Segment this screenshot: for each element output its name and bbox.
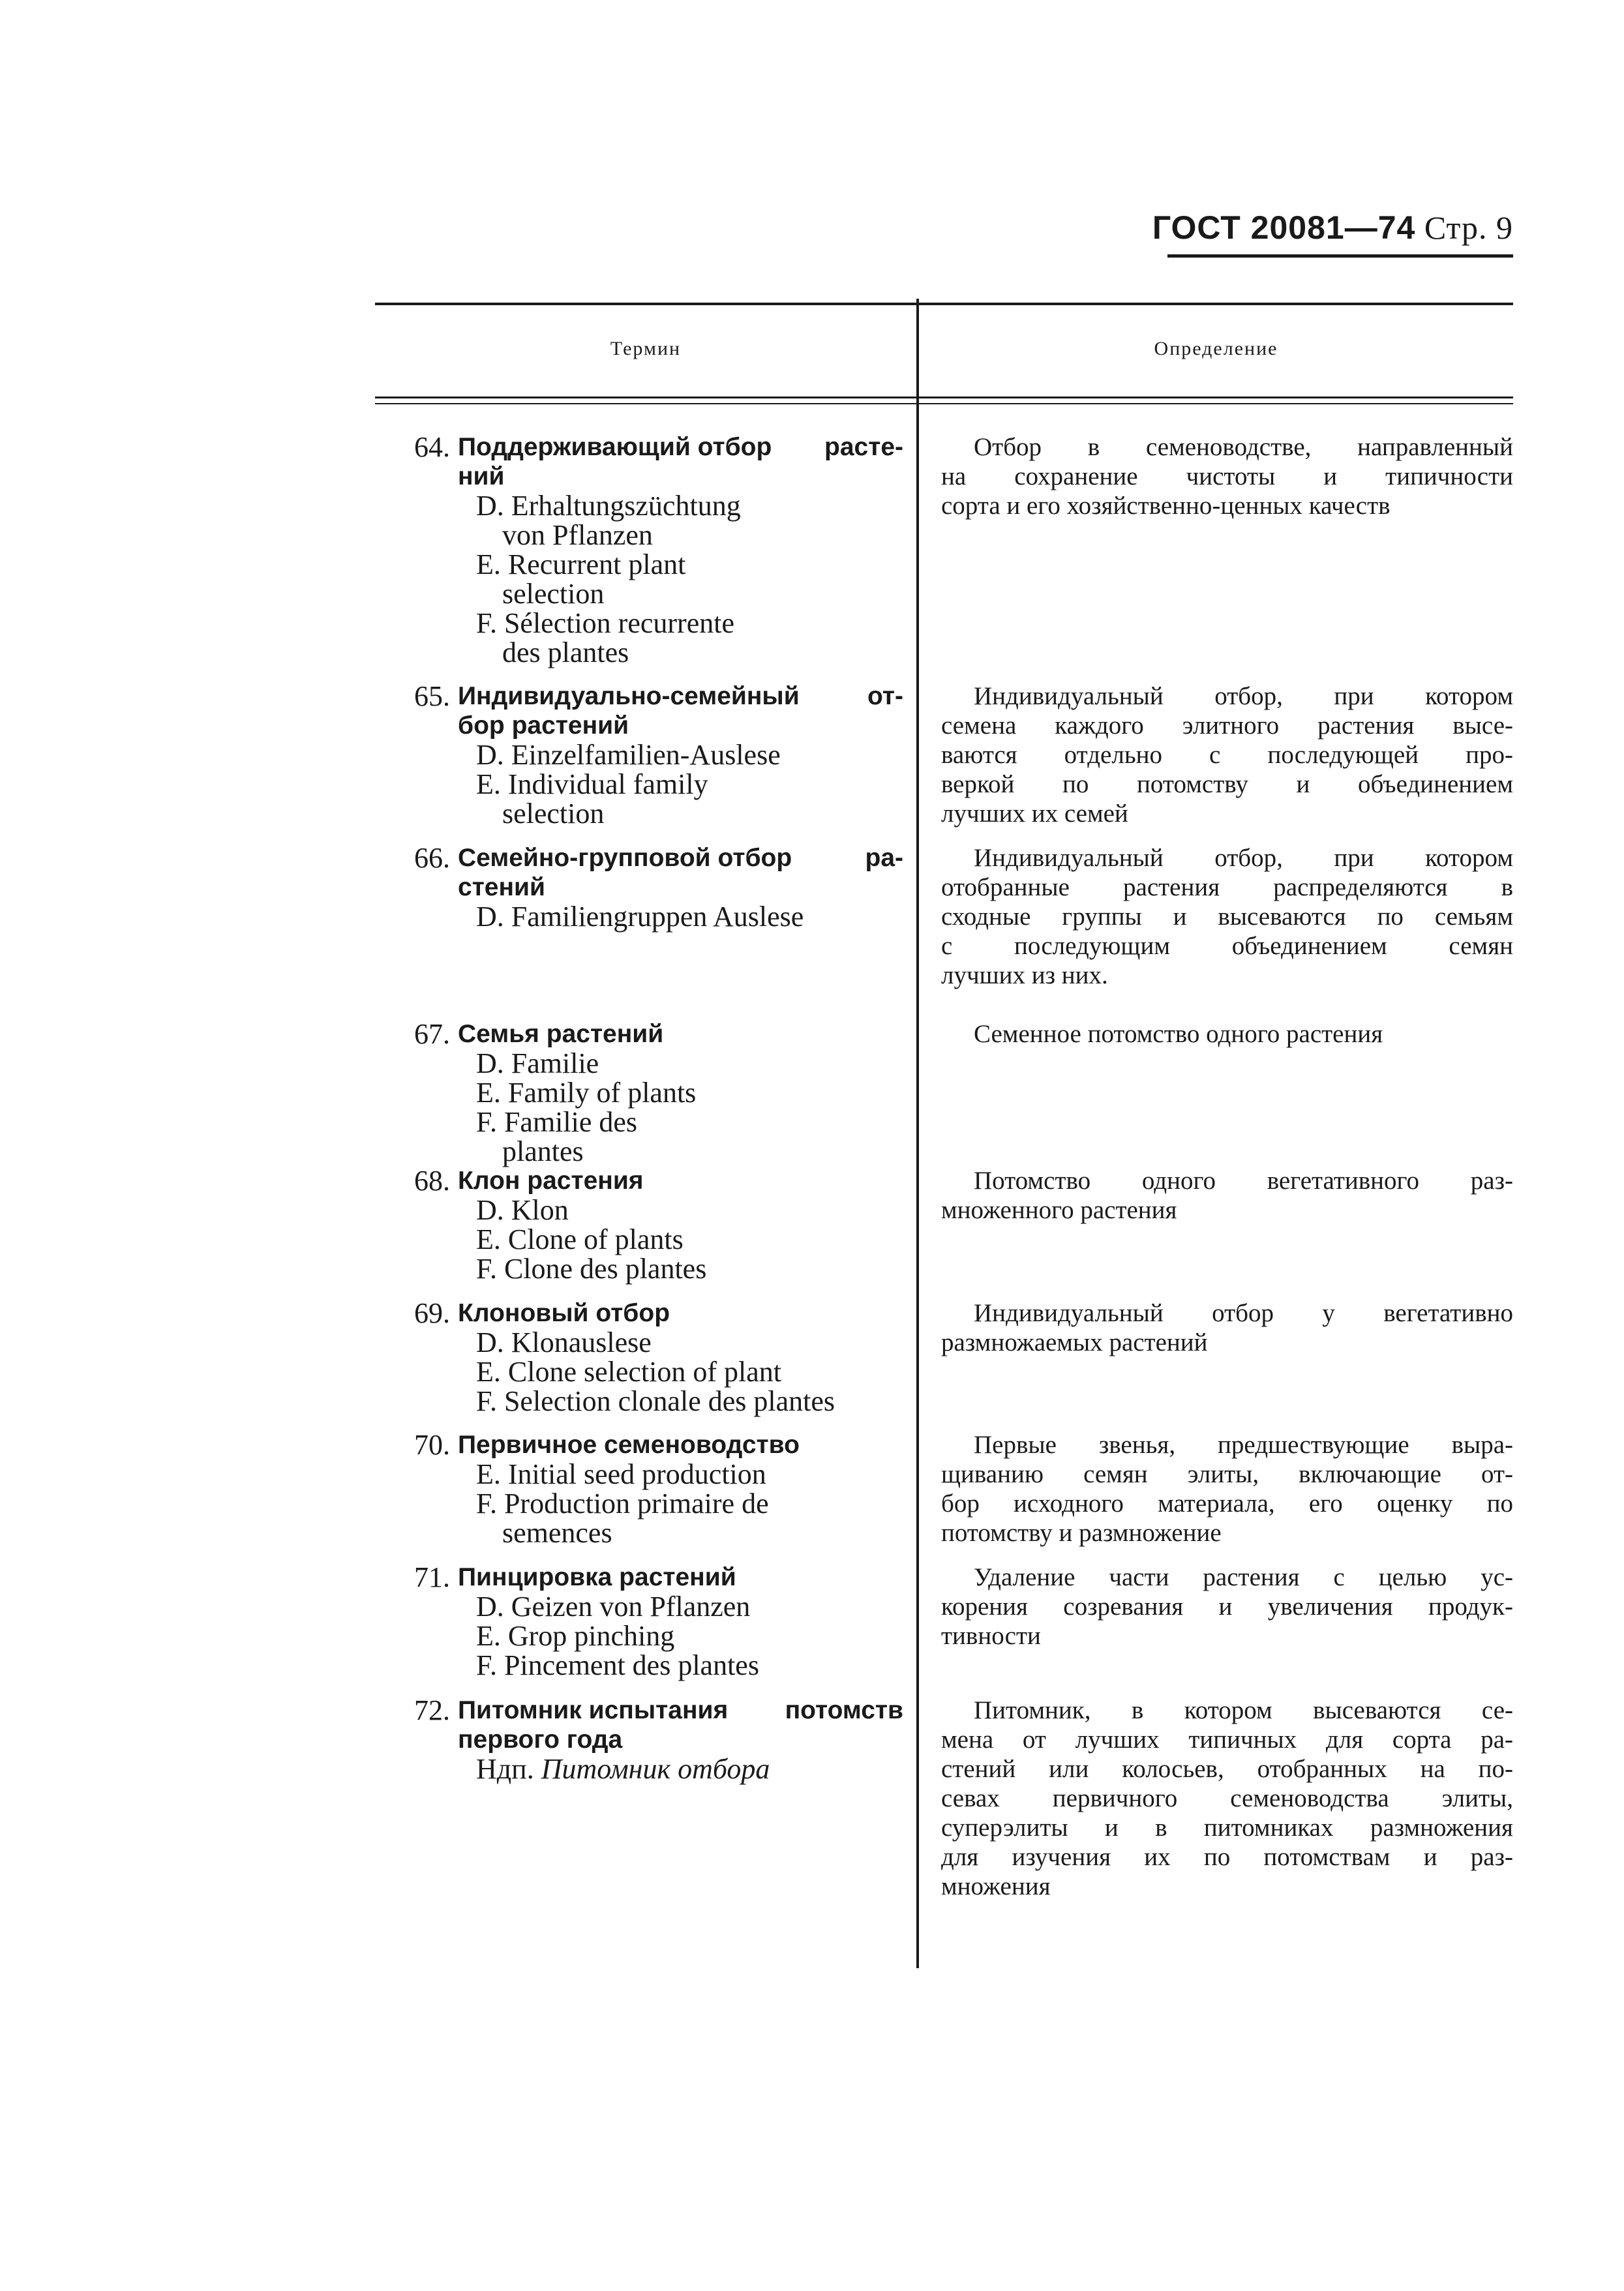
term-title-part: Индивидуально-семейный — [458, 682, 800, 710]
foreign-term-en: E. Family of plants — [476, 1077, 697, 1109]
term-title-part: Семейно-групповой отбор — [458, 844, 792, 872]
terms-table — [375, 299, 1513, 1968]
term-title-part: Питомник испытания — [458, 1696, 729, 1724]
definition-line: Потомство одного вегетативного раз- — [974, 1167, 1513, 1195]
foreign-term-de: D. Familiengruppen Auslese — [476, 901, 804, 933]
definition-cell — [941, 1298, 1513, 1357]
term-cell — [398, 1019, 903, 1166]
definition-line: лучших из них. — [941, 961, 1108, 989]
definition-line: Индивидуальный отбор, при котором — [974, 844, 1513, 872]
not-recommended-term — [398, 1754, 903, 1784]
foreign-term-de: D. Geizen von Pflanzen — [476, 1591, 751, 1623]
foreign-term-de: D. Erhaltungszüchtung — [476, 490, 741, 522]
term-title — [450, 1019, 903, 1049]
definition-line: Отбор в семеноводстве, направленный — [974, 433, 1513, 461]
term-cell — [398, 1430, 903, 1548]
term-title — [450, 1166, 903, 1195]
definition-line: отобранные растения распределяются в — [941, 873, 1513, 901]
foreign-term-en: E. Clone selection of plant — [476, 1356, 781, 1388]
definition-line: семена каждого элитного растения высе- — [941, 711, 1513, 740]
foreign-term-fr: F. Selection clonale des plantes — [476, 1385, 835, 1417]
definition-line: на сохранение чистоты и типичности — [941, 462, 1513, 490]
page-header — [1152, 209, 1513, 261]
term-title — [450, 843, 903, 873]
term-title — [450, 681, 903, 711]
term-title-part: от- — [867, 682, 903, 710]
entry-number: 71. — [414, 1561, 450, 1593]
term-title-part: расте- — [824, 433, 903, 461]
definition-line: размножаемых растений — [941, 1328, 1208, 1356]
term-title-continuation: ний — [458, 462, 505, 490]
term-title — [450, 1696, 903, 1725]
term-cell — [398, 1166, 903, 1283]
entry-number: 65. — [414, 680, 450, 712]
term-cell — [398, 1298, 903, 1416]
foreign-term-en: E. Individual family — [476, 768, 708, 800]
term-cell — [398, 1563, 903, 1680]
foreign-term-en: E. Clone of plants — [476, 1223, 684, 1255]
foreign-term-de: D. Einzelfamilien-Auslese — [476, 739, 781, 771]
term-cell — [398, 1696, 903, 1784]
definition-cell — [941, 1563, 1513, 1651]
definition-line: бор исходного материала, его оценку по — [941, 1490, 1513, 1518]
term-cell — [398, 843, 903, 931]
ndp-label: Ндп. — [476, 1753, 534, 1785]
foreign-term-de: D. Familie — [476, 1047, 599, 1079]
entry-number: 67. — [414, 1018, 450, 1050]
header-rule-upper — [375, 397, 1513, 398]
definition-cell — [941, 1430, 1513, 1548]
column-divider — [916, 299, 919, 1968]
foreign-term-fr: F. Familie des — [476, 1106, 638, 1138]
foreign-term-en: E. Grop pinching — [476, 1620, 675, 1652]
header-text — [1152, 209, 1513, 247]
definition-line: потомству и размножение — [941, 1519, 1222, 1547]
foreign-term-fr: F. Pincement des plantes — [476, 1649, 759, 1681]
definition-line: корения созревания и увеличения продук- — [941, 1593, 1513, 1621]
term-cell — [398, 432, 903, 667]
definition-line: лучших их семей — [941, 800, 1128, 828]
entry-number: 68. — [414, 1165, 450, 1197]
definition-line: сходные группы и высеваются по семьям — [941, 903, 1513, 931]
term-title — [450, 432, 903, 462]
definition-line: Семенное потомство одного растения — [974, 1020, 1383, 1048]
foreign-term-de: D. Klon — [476, 1194, 569, 1226]
foreign-term-en: E. Recurrent plant — [476, 548, 686, 580]
definition-line: для изучения их по потомствам и раз- — [941, 1843, 1513, 1871]
definition-line: Питомник, в котором высеваются се- — [974, 1696, 1513, 1724]
term-title-continuation: первого года — [458, 1726, 623, 1754]
definition-line: суперэлиты и в питомниках размножения — [941, 1814, 1513, 1842]
foreign-term-fr-cont: plantes — [502, 1135, 584, 1167]
term-title-part: Пинцировка растений — [458, 1563, 736, 1591]
entry-number: 69. — [414, 1297, 450, 1329]
definition-line: Удаление части растения с целью ус- — [974, 1563, 1513, 1591]
term-title-continuation: стений — [458, 873, 545, 901]
foreign-term-en-cont: selection — [502, 578, 605, 610]
term-title-part: Семья растений — [458, 1020, 664, 1048]
definition-line: тивности — [941, 1622, 1041, 1650]
foreign-term-fr: F. Production primaire de — [476, 1488, 769, 1520]
header-rule-lower — [375, 403, 1513, 404]
definition-line: веркой по потомству и объединением — [941, 770, 1513, 798]
definition-line: множения — [941, 1872, 1051, 1900]
term-title-part: Первичное семеноводство — [458, 1431, 800, 1459]
definition-line: севах первичного семеноводства элиты, — [941, 1784, 1513, 1812]
definition-cell — [941, 1696, 1513, 1901]
definition-line: стений или колосьев, отобранных на по- — [941, 1755, 1513, 1783]
entry-number: 64. — [414, 431, 450, 463]
term-title-continuation: бор растений — [458, 711, 629, 740]
entry-number: 66. — [414, 842, 450, 874]
column-header-definition: Определение — [1154, 338, 1278, 359]
definition-cell — [941, 432, 1513, 520]
definition-line: Первые звенья, предшествующие выра- — [974, 1431, 1513, 1459]
definition-line: Индивидуальный отбор у вегетативно — [974, 1299, 1513, 1327]
page-number: Стр. 9 — [1424, 209, 1513, 246]
term-title-part: Клон растения — [458, 1167, 644, 1195]
definition-line: с последующим объединением семян — [941, 932, 1513, 960]
term-title-part: ра- — [865, 844, 903, 872]
definition-line: щиванию семян элиты, включающие от- — [941, 1460, 1513, 1488]
header-rule — [1167, 254, 1513, 258]
definition-cell — [941, 1019, 1513, 1049]
foreign-term-fr-cont: semences — [502, 1517, 612, 1549]
definition-cell — [941, 843, 1513, 990]
entry-number: 72. — [414, 1694, 450, 1726]
term-cell — [398, 681, 903, 828]
term-title-part: Поддерживающий отбор — [458, 433, 772, 461]
foreign-term-en-cont: selection — [502, 798, 605, 830]
ndp-term: Питомник отбора — [541, 1753, 770, 1785]
standard-code: ГОСТ 20081—74 — [1152, 209, 1416, 246]
foreign-term-fr-cont: des plantes — [502, 636, 629, 668]
definition-cell — [941, 681, 1513, 828]
term-title — [450, 1563, 903, 1592]
term-title — [450, 1430, 903, 1460]
definition-line: ваются отдельно с последующей про- — [941, 741, 1513, 769]
definition-line: Индивидуальный отбор, при котором — [974, 682, 1513, 710]
definition-line: множенного растения — [941, 1196, 1177, 1224]
definition-line: мена от лучших типичных для сорта ра- — [941, 1726, 1513, 1754]
term-title-part: Клоновый отбор — [458, 1299, 670, 1327]
foreign-term-de: D. Klonauslese — [476, 1326, 652, 1358]
table-top-rule — [375, 303, 1513, 305]
foreign-term-de-cont: von Pflanzen — [502, 519, 653, 551]
foreign-term-fr: F. Sélection recurrente — [476, 607, 734, 639]
definition-cell — [941, 1166, 1513, 1225]
term-title — [450, 1298, 903, 1328]
definition-line: сорта и его хозяйственно-ценных качеств — [941, 492, 1391, 520]
foreign-term-fr: F. Clone des plantes — [476, 1253, 707, 1285]
term-title-part: потомств — [785, 1696, 903, 1724]
foreign-term-en: E. Initial seed production — [476, 1458, 766, 1490]
column-header-term: Термин — [610, 338, 682, 359]
entry-number: 70. — [414, 1429, 450, 1461]
